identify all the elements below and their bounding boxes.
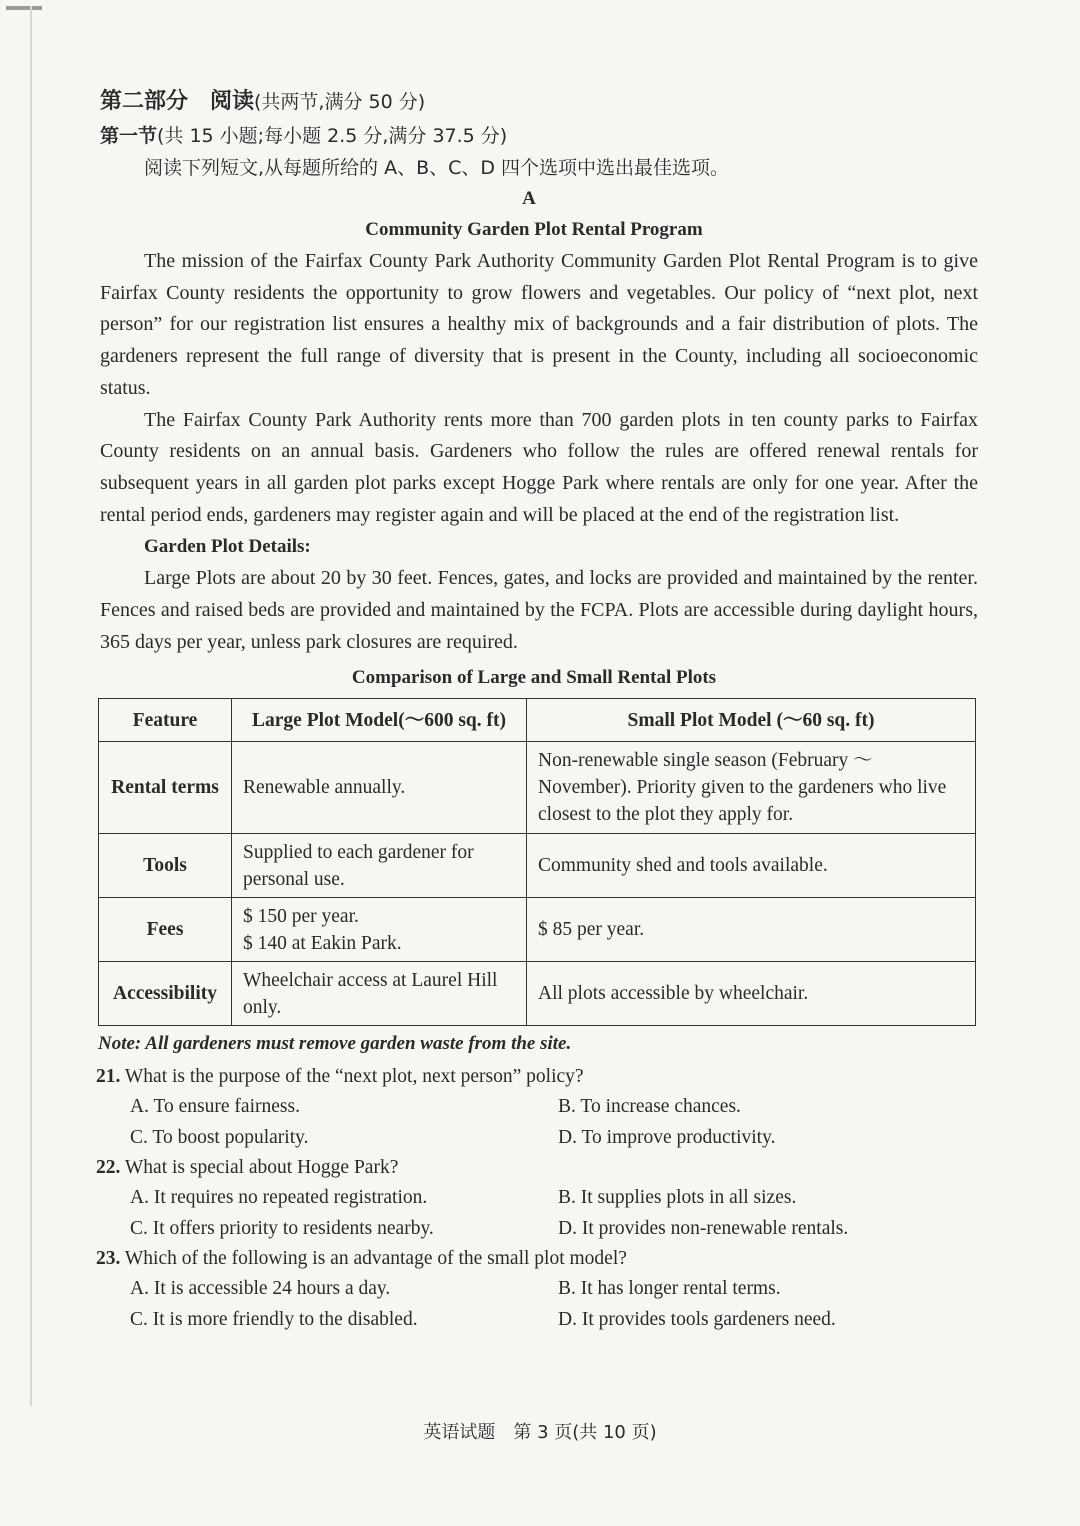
- row-small: Community shed and tools available.: [527, 834, 976, 898]
- instruction: 阅读下列短文,从每题所给的 A、B、C、D 四个选项中选出最佳选项。: [144, 157, 730, 179]
- options: [130, 1274, 978, 1335]
- table-note: Note: All gardeners must remove garden waste from the site.: [98, 1033, 572, 1055]
- option-d[interactable]: D. It provides tools gardeners need.: [558, 1308, 836, 1330]
- option-c[interactable]: C. It offers priority to residents nearby.: [130, 1217, 434, 1239]
- paragraph-1: The mission of the Fairfax County Park Authority Community Garden Plot Rental Program is to give Fairfax County residents the opportunity to grow flowers and vegetables. Our policy of “next plot, next person” for our registration list ensures a healthy mix of backgrounds and a fair distribution of plots. The gardeners represent the full range of diversity that is present in the County, including all socioeconomic status.: [100, 250, 978, 399]
- details-heading: Garden Plot Details:: [144, 536, 311, 558]
- part-title-note: (共 15 小题;每小题 2.5 分,满分 37.5 分): [157, 125, 508, 147]
- question-number: 21.: [96, 1066, 121, 1088]
- option-c[interactable]: C. To boost popularity.: [130, 1126, 309, 1148]
- part-title-text: 第一节: [100, 125, 158, 147]
- options: [130, 1092, 978, 1153]
- question-number: 23.: [96, 1248, 121, 1270]
- question-text: Which of the following is an advantage of the small plot model?: [124, 1248, 627, 1270]
- section-title-note: (共两节,满分 50 分): [254, 91, 426, 113]
- option-b[interactable]: B. It has longer rental terms.: [558, 1278, 781, 1300]
- question-text: What is the purpose of the “next plot, next person” policy?: [124, 1066, 584, 1088]
- comparison-table: [98, 698, 976, 1026]
- option-d[interactable]: D. It provides non-renewable rentals.: [558, 1217, 849, 1239]
- row-large: Renewable annually.: [232, 742, 527, 834]
- option-b[interactable]: B. It supplies plots in all sizes.: [558, 1187, 797, 1209]
- row-feature: Tools: [99, 834, 232, 898]
- question-21: [96, 1062, 978, 1153]
- question-number: 22.: [96, 1157, 121, 1179]
- row-small: Non-renewable single season (February ～ November). Priority given to the gardeners who live closest to the plot they apply for.: [527, 742, 976, 834]
- page-footer: 英语试题 第 3 页(共 10 页): [423, 1422, 657, 1443]
- option-b[interactable]: B. To increase chances.: [558, 1096, 741, 1118]
- row-small: $ 85 per year.: [527, 898, 976, 962]
- row-small: All plots accessible by wheelchair.: [527, 962, 976, 1026]
- header-small: Small Plot Model (～60 sq. ft): [527, 699, 976, 742]
- content: [96, 84, 978, 1335]
- part-title: [100, 120, 978, 152]
- question-text: What is special about Hogge Park?: [124, 1157, 399, 1179]
- fee-line-2: $ 140 at Eakin Park.: [243, 932, 402, 954]
- option-c[interactable]: C. It is more friendly to the disabled.: [130, 1308, 418, 1330]
- table-row: [99, 898, 976, 962]
- option-a[interactable]: A. To ensure fairness.: [130, 1096, 300, 1118]
- row-feature: Rental terms: [99, 742, 232, 834]
- row-large: Supplied to each gardener for personal use.: [232, 834, 527, 898]
- question-stem: [96, 1062, 978, 1092]
- table-row: [99, 962, 976, 1026]
- paragraph-2: The Fairfax County Park Authority rents more than 700 garden plots in ten county parks to Fairfax County residents on an annual basis. Gardeners who follow the rules are offered renewal rentals for subsequent years in all garden plot parks except Hogge Park where rentals are only for one year. After the rental period ends, gardeners may register again and will be placed at the end of the registration list.: [100, 408, 978, 526]
- passage-title: Community Garden Plot Rental Program: [365, 219, 703, 240]
- header-large: Large Plot Model(～600 sq. ft): [232, 699, 527, 742]
- table-title: Comparison of Large and Small Rental Plots: [351, 667, 717, 689]
- question-22: [96, 1153, 978, 1244]
- options: [130, 1183, 978, 1244]
- table-row: [99, 834, 976, 898]
- question-stem: [96, 1244, 978, 1274]
- table-header-row: [99, 699, 976, 742]
- table-row: [99, 742, 976, 834]
- section-title-text: 第二部分 阅读: [100, 89, 255, 114]
- passage-letter: A: [522, 188, 536, 209]
- details-paragraph: Large Plots are about 20 by 30 feet. Fences, gates, and locks are provided and maintained by the renter. Fences and raised beds are provided and maintained by the FCPA. Plots are accessible during daylight hours, 365 days per year, unless park closures are required.: [100, 567, 978, 653]
- row-feature: Accessibility: [99, 962, 232, 1026]
- row-large: Wheelchair access at Laurel Hill only.: [232, 962, 527, 1026]
- option-a[interactable]: A. It requires no repeated registration.: [130, 1187, 428, 1209]
- header-feature: Feature: [99, 699, 232, 742]
- section-title: [100, 84, 978, 120]
- fee-line-1: $ 150 per year.: [243, 905, 359, 927]
- question-stem: [96, 1153, 978, 1183]
- row-large: [232, 898, 527, 962]
- scan-mark: [6, 6, 42, 10]
- scan-edge: [30, 6, 32, 1406]
- row-feature: Fees: [99, 898, 232, 962]
- option-d[interactable]: D. To improve productivity.: [558, 1126, 776, 1148]
- question-23: [96, 1244, 978, 1335]
- option-a[interactable]: A. It is accessible 24 hours a day.: [130, 1278, 391, 1300]
